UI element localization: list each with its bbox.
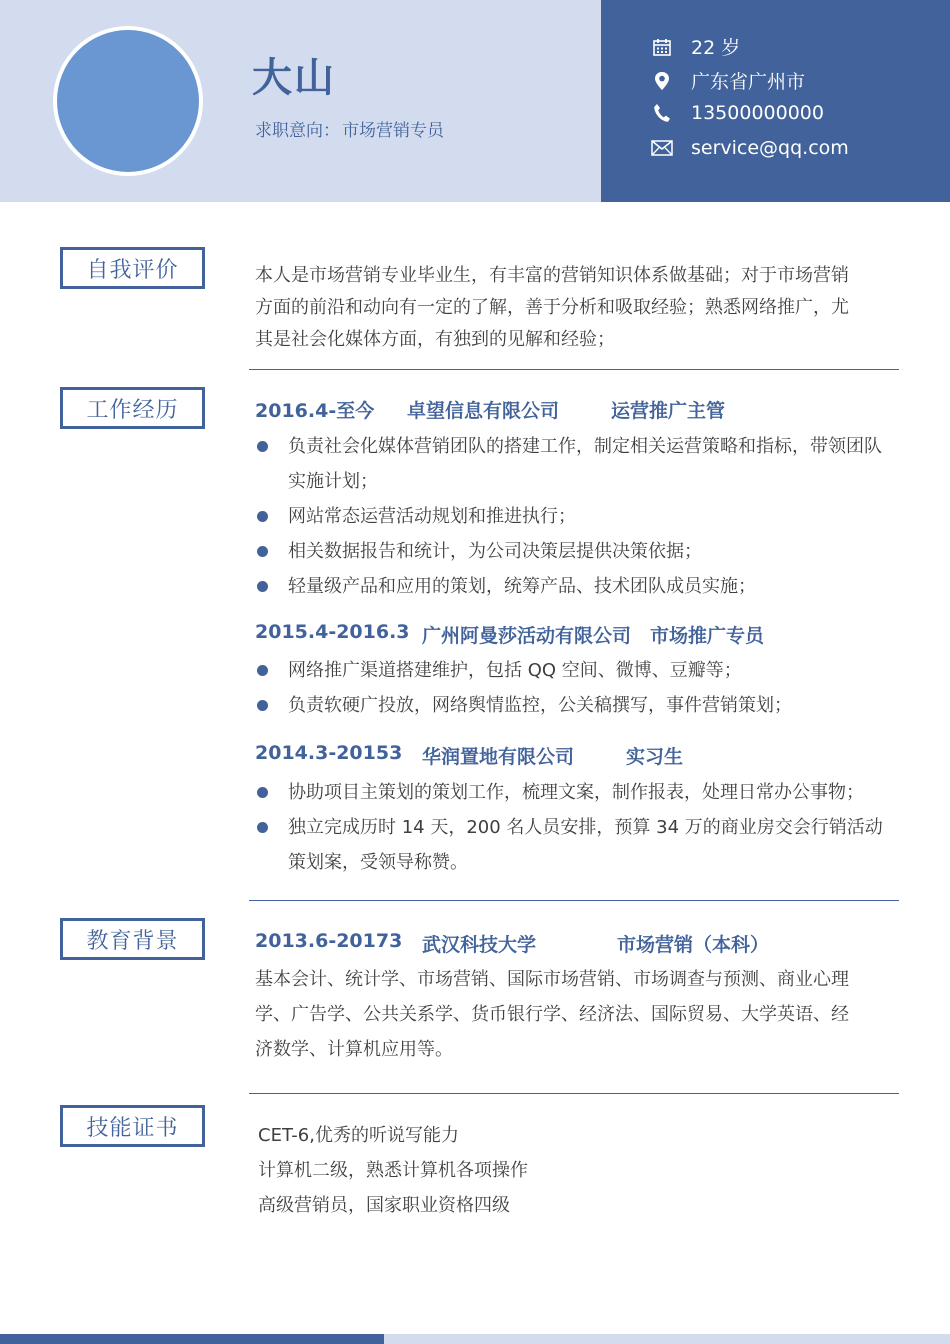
footer-bar-dark: [0, 1334, 384, 1344]
avatar: [53, 26, 203, 176]
job-period: 2014.3-20153: [255, 742, 403, 764]
self-eval-line: 方面的前沿和动向有一定的了解，善于分析和吸取经验；熟悉网络推广，尤: [255, 297, 849, 318]
calendar-icon: [651, 36, 673, 58]
header-contact-panel: [601, 0, 950, 202]
contact-age: [651, 33, 740, 60]
self-eval-text: [255, 260, 895, 356]
list-item: 负责软硬广投放，网络舆情监控，公关稿撰写，事件营销策划；: [255, 688, 895, 723]
list-item: 网站常态运营活动规划和推进执行；: [255, 499, 895, 534]
job-role: 实习生: [626, 746, 684, 768]
education-period: 2013.6-20173: [255, 930, 403, 952]
list-item: CET-6,优秀的听说写能力: [258, 1125, 459, 1146]
contact-email-text: service@qq.com: [691, 137, 849, 159]
job-period: 2015.4-2016.3: [255, 621, 410, 643]
section-title-work: 工作经历: [60, 387, 205, 429]
job-role: 市场推广专员: [650, 625, 765, 647]
job-company: 卓望信息有限公司: [407, 400, 560, 422]
job-company: 华润置地有限公司: [422, 746, 575, 768]
education-courses: [255, 962, 895, 1067]
location-pin-icon: [651, 70, 673, 92]
envelope-icon: [651, 137, 673, 159]
section-divider: [249, 369, 899, 370]
education-major: 市场营销（本科）: [617, 934, 770, 956]
job-intent-value: 市场营销专员: [342, 121, 444, 141]
section-title-skills: 技能证书: [60, 1105, 205, 1147]
contact-phone-text: 13500000000: [691, 102, 824, 124]
section-title-education: 教育背景: [60, 918, 205, 960]
list-item: 网络推广渠道搭建维护，包括 QQ 空间、微博、豆瓣等；: [255, 653, 895, 688]
list-item: 高级营销员，国家职业资格四级: [258, 1195, 510, 1216]
footer-bar-light: [384, 1334, 950, 1344]
job-company: 广州阿曼莎活动有限公司: [422, 625, 632, 647]
contact-location: [651, 67, 805, 94]
job-intent-label: 求职意向：: [255, 121, 340, 141]
section-divider: [249, 900, 899, 901]
resume-header: [0, 0, 950, 202]
list-item: 轻量级产品和应用的策划，统筹产品、技术团队成员实施；: [255, 569, 895, 604]
contact-location-text: 广东省广州市: [691, 71, 806, 93]
education-line: 济数学、计算机应用等。: [255, 1039, 453, 1060]
list-item: 负责社会化媒体营销团队的搭建工作，制定相关运营策略和指标，带领团队实施计划；: [255, 429, 895, 499]
list-item: 独立完成历时 14 天，200 名人员安排，预算 34 万的商业房交会行销活动策划案，受领导称赞。: [255, 810, 895, 880]
list-item: 协助项目主策划的策划工作，梳理文案，制作报表，处理日常办公事物；: [255, 775, 895, 810]
section-title-self-eval: 自我评价: [60, 247, 205, 289]
candidate-name: 大山: [252, 55, 336, 101]
contact-email: [651, 137, 849, 159]
self-eval-line: 其是社会化媒体方面，有独到的见解和经验；: [255, 329, 615, 350]
contact-phone: [651, 102, 824, 124]
skills-list: [258, 1118, 898, 1223]
section-divider: [249, 1093, 899, 1094]
phone-icon: [651, 102, 673, 124]
list-item: 相关数据报告和统计，为公司决策层提供决策依据；: [255, 534, 895, 569]
job-duties-list: [255, 429, 895, 604]
job-duties-list: [255, 775, 895, 880]
self-eval-line: 本人是市场营销专业毕业生，有丰富的营销知识体系做基础；对于市场营销: [255, 265, 849, 286]
job-duties-list: [255, 653, 895, 723]
contact-age-text: 22 岁: [691, 37, 741, 59]
job-intent: [255, 116, 446, 141]
education-line: 基本会计、统计学、市场营销、国际市场营销、市场调查与预测、商业心理: [255, 969, 849, 990]
job-role: 运营推广主管: [611, 400, 726, 422]
list-item: 计算机二级，熟悉计算机各项操作: [258, 1160, 528, 1181]
job-period: 2016.4-至今: [255, 400, 375, 422]
education-line: 学、广告学、公共关系学、货币银行学、经济法、国际贸易、大学英语、经: [255, 1004, 849, 1025]
education-school: 武汉科技大学: [422, 934, 537, 956]
